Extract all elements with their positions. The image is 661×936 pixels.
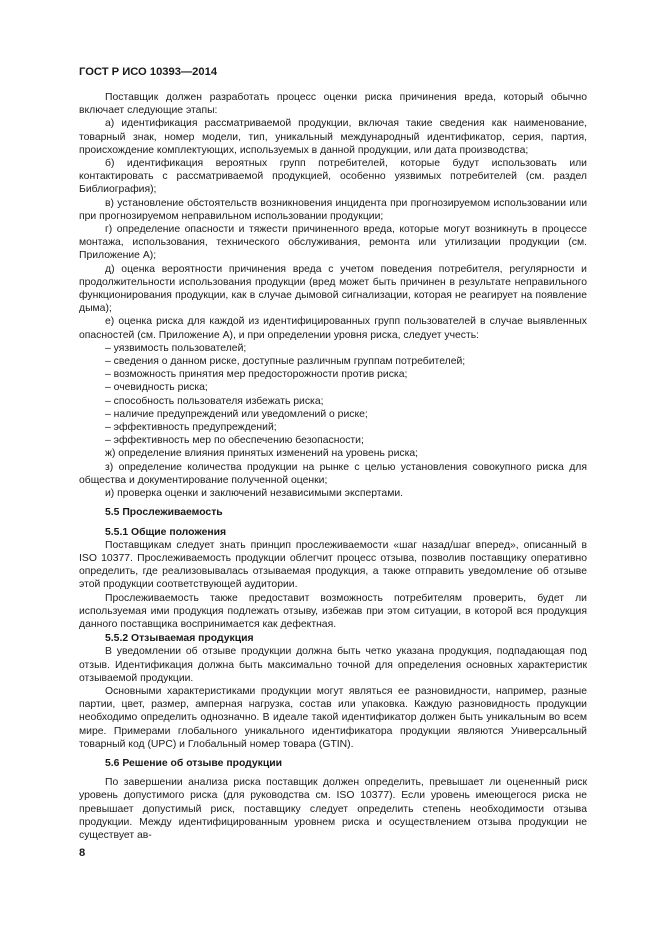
dash-item: – очевидность риска;: [105, 382, 208, 394]
list-item-z: з) определение количества продукции на рынке с целью установления совокупного риска для общества и документирование полученной оценки;: [79, 461, 587, 486]
page-number: 8: [79, 847, 86, 859]
paragraph: В уведомлении об отзыве продукции должна быть четко указана продукция, подпадающая под отзыв. Идентификация должна быть максимально точной для определения основных характеристик отзываемой продукции.: [79, 646, 587, 684]
dash-item: – способность пользователя избежать риска;: [105, 395, 324, 407]
list-item-i: и) проверка оценки и заключений независимыми экспертами.: [105, 488, 404, 500]
document-body: [79, 91, 587, 842]
list-item-v: в) установление обстоятельств возникновения инцидента при прогнозируемом использовании или при прогнозируемом неправильном использовании продукции;: [79, 197, 587, 222]
dash-item: – эффективность предупреждений;: [105, 422, 277, 434]
section-heading-5-6: 5.6 Решение об отзыве продукции: [105, 757, 283, 769]
intro-paragraph: Поставщик должен разработать процесс оценки риска причинения вреда, который обычно включает следующие этапы:: [79, 92, 587, 117]
dash-item: – наличие предупреждений или уведомлений о риске;: [105, 408, 368, 420]
paragraph: Основными характеристиками продукции могут являться ее разновидности, например, разные партии, цвет, размер, амперная нагрузка, состав или упаковка. Каждую разновидность продукции необходимо определить однозначно. В идеале такой идентификатор должен быть уникальным во всем мире. Примерами глобального уникального идентификатора продукции являются Универсальный товарный код (UPC) и Глобальный номер товара (GTIN).: [79, 685, 587, 750]
list-item-e: е) оценка риска для каждой из идентифицированных групп пользователей в случае выявленных опасностей (см. Приложение А), и при определении уровня риска, следует учесть:: [79, 316, 587, 341]
list-item-zh: ж) определение влияния принятых изменений на уровень риска;: [105, 448, 419, 460]
list-item-g: г) определение опасности и тяжести причиненного вреда, которые могут возникнуть в процессе монтажа, использования, технического обслуживания, ремонта или утилизации продукции (см. Приложение А);: [79, 224, 587, 262]
paragraph: Прослеживаемость также предоставит возможность потребителям проверить, будет ли используемая ими продукция подлежать отзыву, избежав при этом ситуации, в которой вся продукция данного поставщика воспринимается как дефектная.: [79, 592, 587, 630]
paragraph: Поставщикам следует знать принцип прослеживаемости «шаг назад/шаг вперед», описанный в ISO 10377. Прослеживаемость продукции облегчит процесс отзыва, позволив поставщику оперативно определить, где реализовывалась отзываемая продукция, а также отправить уведомление об отзыве этой продукции соответствующей аудитории.: [79, 539, 587, 591]
dash-item: – возможность принятия мер предосторожности против риска;: [105, 369, 408, 381]
list-item-d: д) оценка вероятности причинения вреда с учетом поведения потребителя, регулярности и продолжительности использования продукции (вред может быть причинен в результате неправильного функционирования продукции, как в случае дымовой сигнализации, которая не реагирует на появление дыма);: [79, 263, 587, 315]
subsection-heading-5-5-2: 5.5.2 Отзываемая продукция: [105, 633, 254, 645]
dash-item: – уязвимость пользователей;: [105, 342, 247, 354]
dash-item: – эффективность мер по обеспечению безопасности;: [105, 435, 364, 447]
list-item-b: б) идентификация вероятных групп потребителей, которые будут использовать или контактировать с рассматриваемой продукцией, особенно уязвимых потребителей (см. раздел Библиография);: [79, 158, 587, 196]
document-header: ГОСТ Р ИСО 10393—2014: [79, 66, 218, 78]
subsection-heading-5-5-1: 5.5.1 Общие положения: [105, 526, 227, 538]
list-item-a: а) идентификация рассматриваемой продукции, включая такие сведения как наименование, товарный знак, номер модели, тип, уникальный международный идентификатор, серия, партия, происхождение комплектующих, используемых в данной продукции, или дата производства;: [79, 118, 587, 156]
paragraph: По завершении анализа риска поставщик должен определить, превышает ли оцененный риск уровень допустимого риска (для руководства см. ISO 10377). Если уровень имеющегося риска не превышает допустимый риск, поставщику следует определить степень необходимости отзыва продукции. Между идентифицированным уровнем риска и осуществлением отзыва продукции не существует ав-: [79, 777, 587, 841]
section-heading-5-5: 5.5 Прослеживаемость: [105, 507, 223, 519]
dash-item: – сведения о данном риске, доступные различным группам потребителей;: [105, 356, 466, 368]
